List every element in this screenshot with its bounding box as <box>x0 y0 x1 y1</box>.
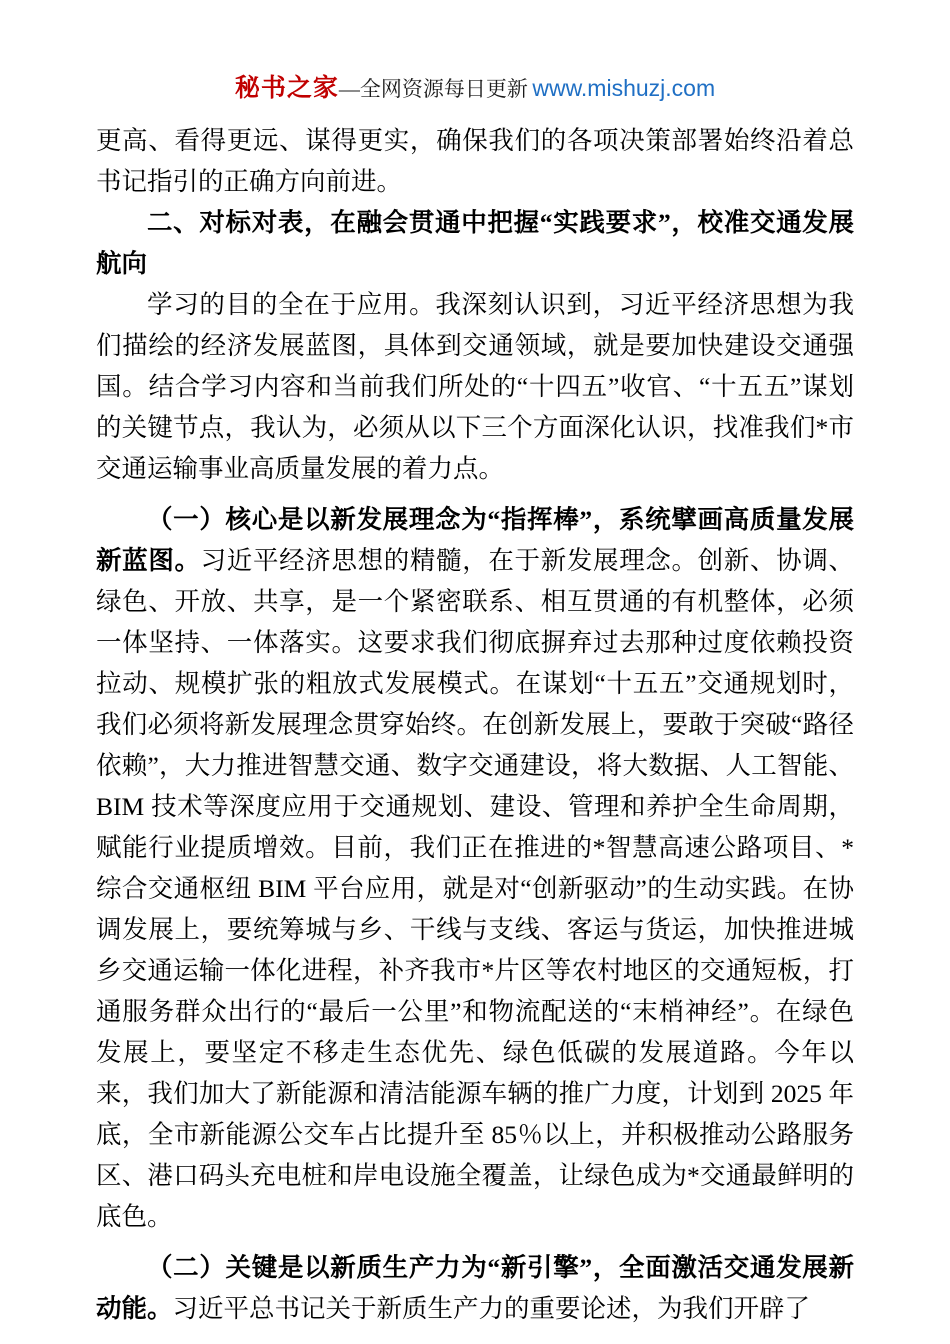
watermark-tagline: —全网资源每日更新 <box>338 77 528 101</box>
section-heading-two: 二、对标对表，在融会贯通中把握“实践要求”，校准交通发展航向 <box>96 208 854 278</box>
watermark-banner <box>96 0 854 120</box>
watermark-url[interactable]: www.mishuzj.com <box>532 75 716 101</box>
paragraph-continuation: 更高、看得更远、谋得更实，确保我们的各项决策部署始终沿着总书记指引的正确方向前进。 <box>96 126 854 196</box>
subsection-two-lead: （二）关键是以新质生产力为“新引擎”，全面激活交通发展新动能。 <box>96 1253 854 1323</box>
document-body <box>96 120 854 1329</box>
subsection-one-lead: （一）核心是以新发展理念为“指挥棒”，系统擘画高质量发展新蓝图。 <box>96 505 854 575</box>
paragraph-gap-2 <box>96 1237 854 1247</box>
paragraph-subsection-one <box>96 499 854 1237</box>
watermark-brand: 秘书之家 <box>234 75 339 102</box>
paragraph-learning-purpose: 学习的目的全在于应用。我深刻认识到，习近平经济思想为我们描绘的经济发展蓝图，具体到交通领域，就是要加快建设交通强国。结合学习内容和当前我们所处的“十四五”收官、“十五五”谋划的关键节点，我认为，必须从以下三个方面深化认识，找准我们*市交通运输事业高质量发展的着力点。 <box>96 290 854 483</box>
paragraph-subsection-two <box>96 1247 854 1329</box>
subsection-one-body: 习近平经济思想的精髓，在于新发展理念。创新、协调、绿色、开放、共享，是一个紧密联系、相互贯通的有机整体，必须一体坚持、一体落实。这要求我们彻底摒弃过去那种过度依赖投资拉动、规模扩张的粗放式发展模式。在谋划“十五五”交通规划时，我们必须将新发展理念贯穿始终。在创新发展上，要敢于突破“路径依赖”，大力推进智慧交通、数字交通建设，将大数据、人工智能、BIM 技术等深度应用于交通规划、建设、管理和养护全生命周期，赋能行业提质增效。目前，我们正在推进的*智慧高速公路项目、*综合交通枢纽 BIM 平台应用，就是对“创新驱动”的生动实践。在协调发展上，要统筹城与乡、干线与支线、客运与货运，加快推进城乡交通运输一体化进程，补齐我市*片区等农村地区的交通短板，打通服务群众出行的“最后一公里”和物流配送的“末梢神经”。在绿色发展上，要坚定不移走生态优先、绿色低碳的发展道路。今年以来，我们加大了新能源和清洁能源车辆的推广力度，计划到 2025 年底，全市新能源公交车占比提升至 85％以上，并积极推动公路服务区、港口码头充电桩和岸电设施全覆盖，让绿色成为*交通最鲜明的底色。 <box>96 546 854 1231</box>
subsection-two-body: 习近平总书记关于新质生产力的重要论述，为我们开辟了 <box>172 1294 811 1323</box>
paragraph-gap-1 <box>96 489 854 499</box>
